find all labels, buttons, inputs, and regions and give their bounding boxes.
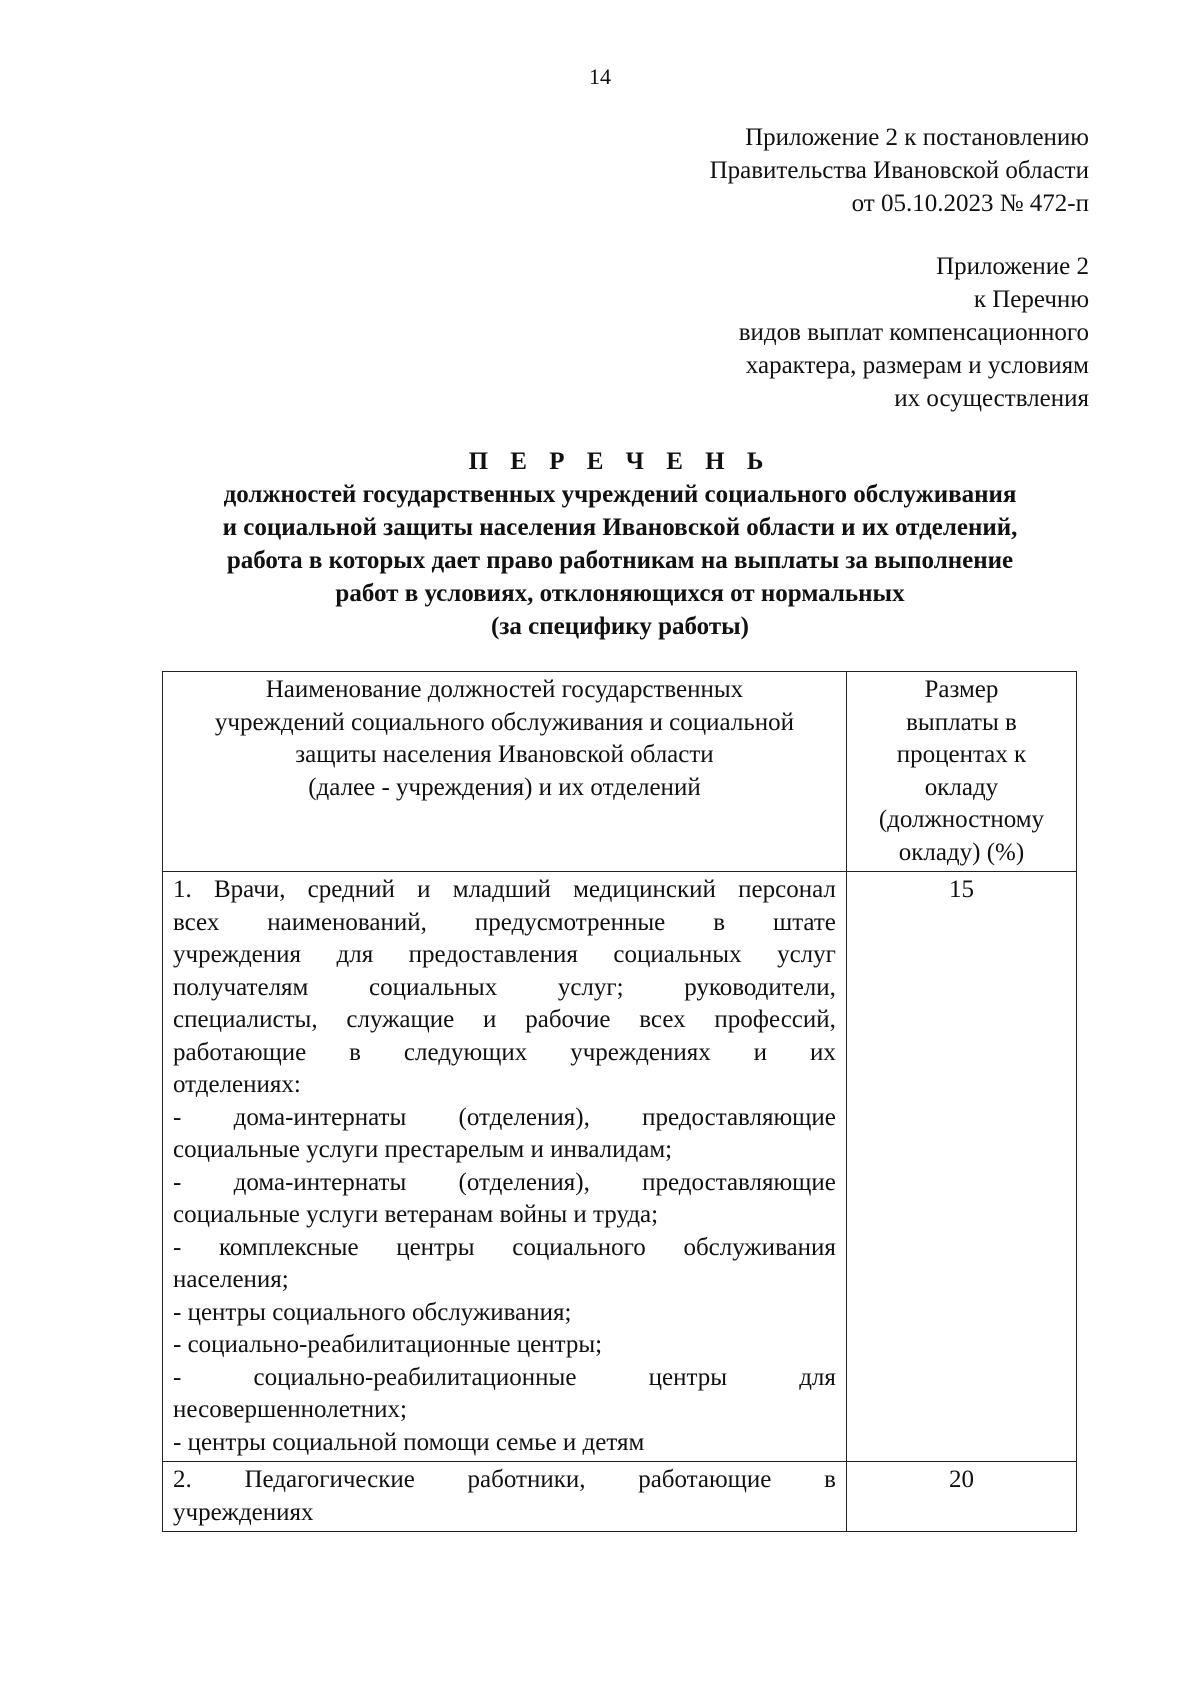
document-heading xyxy=(160,445,1080,643)
heading-line: (за специфику работы) xyxy=(491,613,749,640)
header-pct-line: окладу xyxy=(924,773,999,801)
row-name-cell xyxy=(163,1462,847,1532)
header-pct-line: (должностному xyxy=(878,806,1045,833)
row-name-line: учреждениях xyxy=(173,1498,314,1526)
row-value-cell: 20 xyxy=(846,1462,1076,1532)
header-pct-line: процентах к xyxy=(896,741,1027,768)
row-name-line: получателям социальных услуг; руководители, xyxy=(173,973,836,1001)
header-pct-line: выплаты в xyxy=(906,708,1017,736)
row-name-line: - социально-реабилитационные центры для xyxy=(173,1363,836,1391)
row-name-line: всех наименований, предусмотренные в штате xyxy=(173,908,836,936)
row-name-line: социальные услуги престарелым и инвалидам; xyxy=(173,1136,673,1163)
appendix-sub-line: их осуществления xyxy=(894,385,1089,412)
row-name-line: - центры социального обслуживания; xyxy=(173,1298,572,1326)
row-name-line: работающие в следующих учреждениях и их xyxy=(173,1038,836,1066)
row-name-line: специалисты, служащие и рабочие всех профессий, xyxy=(173,1006,836,1033)
row-name-line: - социально-реабилитационные центры; xyxy=(173,1331,603,1358)
row-name-line: 1. Врачи, средний и младший медицинский персонал xyxy=(173,876,836,903)
header-name-line: (далее - учреждения) и их отделений xyxy=(308,773,701,801)
heading-line: работ в условиях, отклоняющихся от нормальных xyxy=(335,580,905,607)
page-number: 14 xyxy=(589,64,611,89)
row-name-line: - центры социальной помощи семье и детям xyxy=(173,1428,645,1456)
appendix-sub-line: характера, размерам и условиям xyxy=(745,352,1089,379)
row-value-cell: 15 xyxy=(846,872,1076,1462)
row-name-cell xyxy=(163,872,847,1462)
appendix-sub-header xyxy=(739,250,1089,415)
row-name-line: - комплексные центры социального обслуживания xyxy=(173,1233,836,1261)
appendix-header-line: Приложение 2 к постановлению xyxy=(745,124,1089,151)
header-pct-line: Размер xyxy=(924,676,999,703)
header-name-cell xyxy=(163,672,847,872)
table-body xyxy=(163,872,1077,1532)
heading-line: и социальной защиты населения Ивановской области и их отделений, xyxy=(222,514,1018,541)
header-pct-line: окладу) (%) xyxy=(898,838,1025,866)
table-row xyxy=(163,1462,1077,1532)
heading-line: работа в которых дает право работникам на выплаты за выполнение xyxy=(226,547,1014,574)
row-name-line: 2. Педагогические работники, работающие в xyxy=(173,1466,836,1493)
header-name-line: Наименование должностей государственных xyxy=(265,676,744,703)
positions-table xyxy=(162,671,1077,1532)
appendix-header-line: Правительства Ивановской области xyxy=(709,157,1089,184)
row-name-line: социальные услуги ветеранам войны и труда; xyxy=(173,1201,659,1228)
header-name-line: учреждений социального обслуживания и социальной xyxy=(214,708,794,736)
appendix-sub-line: Приложение 2 xyxy=(936,253,1089,280)
table-row xyxy=(163,872,1077,1462)
row-name-line: - дома-интернаты (отделения), предоставляющие xyxy=(173,1103,836,1131)
row-name-line: населения; xyxy=(173,1266,289,1293)
header-pct-cell xyxy=(846,672,1076,872)
table-header-row xyxy=(163,672,1077,872)
document-title: П Е Р Е Ч Е Н Ь xyxy=(468,448,772,475)
appendix-header-line: от 05.10.2023 № 472-п xyxy=(851,190,1089,217)
row-name-line: несовершеннолетних; xyxy=(173,1396,407,1423)
header-name-line: защиты населения Ивановской области xyxy=(295,741,714,768)
row-name-line: отделениях: xyxy=(173,1071,301,1098)
appendix-header xyxy=(710,121,1089,220)
row-name-line: учреждения для предоставления социальных услуг xyxy=(173,941,836,968)
row-name-line: - дома-интернаты (отделения), предоставляющие xyxy=(173,1168,836,1196)
appendix-sub-line: видов выплат компенсационного xyxy=(738,319,1089,346)
appendix-sub-line: к Перечню xyxy=(973,286,1089,313)
heading-line: должностей государственных учреждений социального обслуживания xyxy=(223,481,1017,508)
